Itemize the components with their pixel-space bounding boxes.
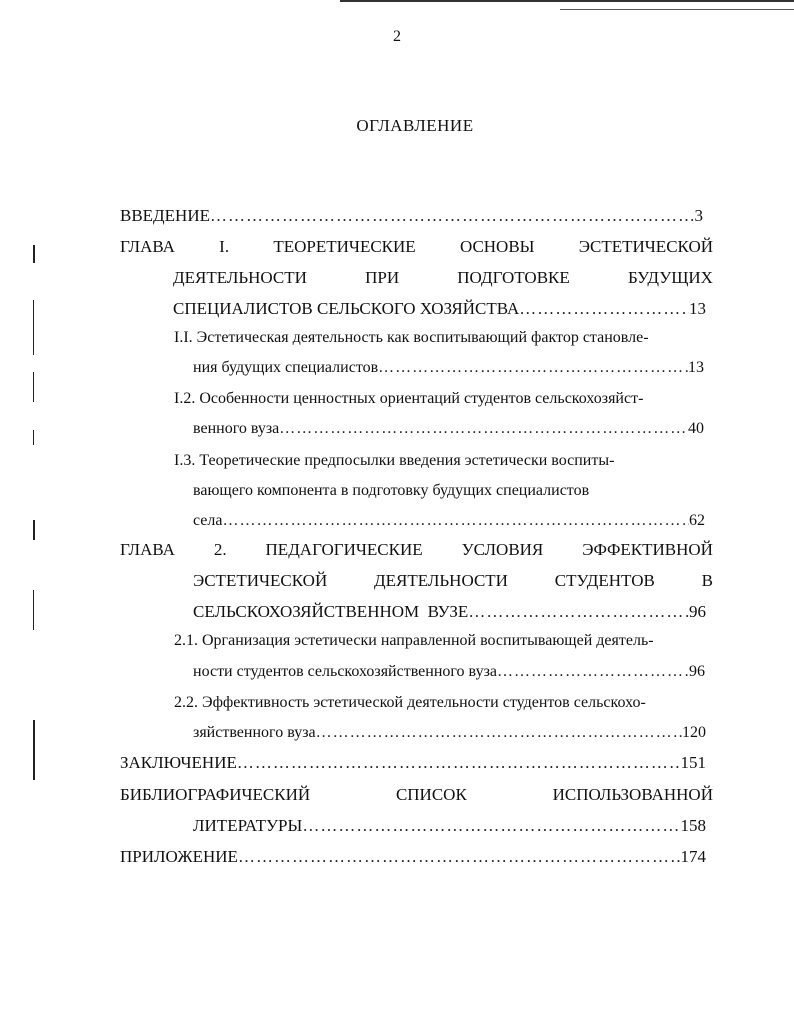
page-title: ОГЛАВЛЕНИЕ bbox=[356, 116, 474, 135]
toc-section-1-3-line1[interactable]: I.3. Теоретические предпосылки введения эстетически воспиты- bbox=[174, 452, 615, 469]
toc-page: 13 bbox=[688, 359, 704, 376]
dot-leader bbox=[238, 846, 681, 868]
toc-page: 62 bbox=[689, 512, 705, 529]
toc-chapter1-line1[interactable] bbox=[120, 236, 713, 258]
dot-leader bbox=[302, 815, 680, 837]
toc-section-2-2-line1[interactable]: 2.2. Эффективность эстетической деятельности студентов сельскохо- bbox=[174, 694, 646, 711]
word: СТУДЕНТОВ bbox=[554, 571, 655, 590]
scan-edge-mark bbox=[33, 590, 34, 630]
toc-page: 96 bbox=[689, 663, 705, 680]
scan-edge-mark bbox=[33, 430, 34, 445]
toc-page: 13 bbox=[689, 299, 706, 318]
toc-section-1-3-line2[interactable]: вающего компонента в подготовку будущих специалистов bbox=[193, 482, 590, 499]
toc-page: 40 bbox=[688, 420, 704, 437]
toc-label: села bbox=[193, 512, 223, 529]
word: ДЕЯТЕЛЬНОСТИ bbox=[374, 571, 508, 590]
dot-leader bbox=[222, 510, 689, 532]
toc-page: 158 bbox=[680, 816, 706, 835]
word: ЭСТЕТИЧЕСКОЙ bbox=[578, 237, 713, 256]
toc-label: СПЕЦИАЛИСТОВ СЕЛЬСКОГО ХОЗЯЙСТВА bbox=[173, 299, 520, 318]
word: ТЕОРЕТИЧЕСКИЕ bbox=[273, 237, 416, 256]
word: ГЛАВА bbox=[120, 237, 175, 256]
scan-edge-mark bbox=[33, 300, 34, 355]
toc-label: СЕЛЬСКОХОЗЯЙСТВЕННОМ ВУЗЕ bbox=[193, 602, 469, 621]
toc-label: зяйственного вуза bbox=[193, 724, 316, 741]
toc-page: 120 bbox=[682, 724, 706, 741]
toc-page: 3 bbox=[694, 206, 703, 225]
dot-leader bbox=[468, 601, 689, 623]
toc-label: ЗАКЛЮЧЕНИЕ bbox=[120, 753, 237, 772]
toc-entry-intro[interactable] bbox=[120, 205, 703, 227]
toc-bibliography-line2[interactable] bbox=[193, 815, 706, 837]
dot-leader bbox=[497, 661, 689, 683]
scan-edge-mark bbox=[33, 372, 34, 402]
toc-label: ности студентов сельскохозяйственного вуза bbox=[193, 663, 497, 680]
toc-label: ВВЕДЕНИЕ bbox=[120, 206, 210, 225]
toc-entry-conclusion[interactable] bbox=[120, 752, 706, 774]
word: 2. bbox=[213, 540, 227, 559]
toc-section-2-2-line2[interactable] bbox=[193, 722, 706, 744]
word: I. bbox=[219, 237, 230, 256]
toc-chapter1-line2[interactable] bbox=[173, 267, 713, 289]
toc-section-1-2-line1[interactable]: I.2. Особенности ценностных ориентаций студентов сельскохозяйст- bbox=[174, 390, 644, 407]
word: ПОДГОТОВКЕ bbox=[457, 268, 570, 287]
scan-border-top bbox=[340, 0, 794, 6]
scan-edge-mark bbox=[33, 520, 35, 540]
toc-chapter2-line1[interactable] bbox=[120, 539, 713, 561]
toc-section-1-1-line1[interactable]: I.I. Эстетическая деятельность как воспитывающий фактор становле- bbox=[174, 329, 649, 346]
toc-page: 96 bbox=[689, 602, 706, 621]
dot-leader bbox=[378, 357, 688, 379]
toc-section-1-2-line2[interactable] bbox=[193, 418, 704, 440]
toc-bibliography-line1[interactable] bbox=[120, 784, 713, 806]
word: ДЕЯТЕЛЬНОСТИ bbox=[173, 268, 307, 287]
word: БУДУЩИХ bbox=[627, 268, 713, 287]
word: ГЛАВА bbox=[120, 540, 175, 559]
toc-section-1-3-line3[interactable] bbox=[193, 510, 705, 532]
page-number: 2 bbox=[393, 28, 401, 45]
dot-leader bbox=[279, 418, 688, 440]
word: ЭСТЕТИЧЕСКОЙ bbox=[193, 571, 328, 590]
word: УСЛОВИЯ bbox=[461, 540, 544, 559]
scan-border-line bbox=[560, 9, 794, 10]
dot-leader bbox=[519, 298, 689, 320]
toc-label: ния будущих специалистов bbox=[193, 359, 379, 376]
toc-chapter2-line3[interactable] bbox=[193, 601, 706, 623]
scan-edge-mark bbox=[33, 245, 35, 263]
toc-page: 151 bbox=[680, 753, 706, 772]
toc-section-1-1-line2[interactable] bbox=[193, 357, 704, 379]
dot-leader bbox=[210, 205, 695, 227]
word: БИБЛИОГРАФИЧЕСКИЙ bbox=[120, 785, 311, 804]
dot-leader bbox=[237, 752, 681, 774]
toc-section-2-1-line1[interactable]: 2.1. Организация эстетически направленной воспитывающей деятель- bbox=[174, 632, 654, 649]
toc-label: ПРИЛОЖЕНИЕ bbox=[120, 847, 238, 866]
word: ЭФФЕКТИВНОЙ bbox=[582, 540, 713, 559]
toc-page: 174 bbox=[680, 847, 706, 866]
word: ОСНОВЫ bbox=[459, 237, 535, 256]
toc-label: ЛИТЕРАТУРЫ bbox=[193, 816, 303, 835]
toc-label: венного вуза bbox=[193, 420, 280, 437]
word: СПИСОК bbox=[395, 785, 467, 804]
scan-edge-mark bbox=[33, 720, 35, 780]
toc-entry-appendix[interactable] bbox=[120, 846, 706, 868]
word: В bbox=[701, 571, 713, 590]
word: ПЕДАГОГИЧЕСКИЕ bbox=[265, 540, 423, 559]
dot-leader bbox=[316, 722, 682, 744]
toc-chapter2-line2[interactable] bbox=[193, 570, 713, 592]
word: ИСПОЛЬЗОВАННОЙ bbox=[552, 785, 713, 804]
toc-section-2-1-line2[interactable] bbox=[193, 661, 705, 683]
toc-chapter1-line3[interactable] bbox=[173, 298, 706, 320]
word: ПРИ bbox=[365, 268, 400, 287]
